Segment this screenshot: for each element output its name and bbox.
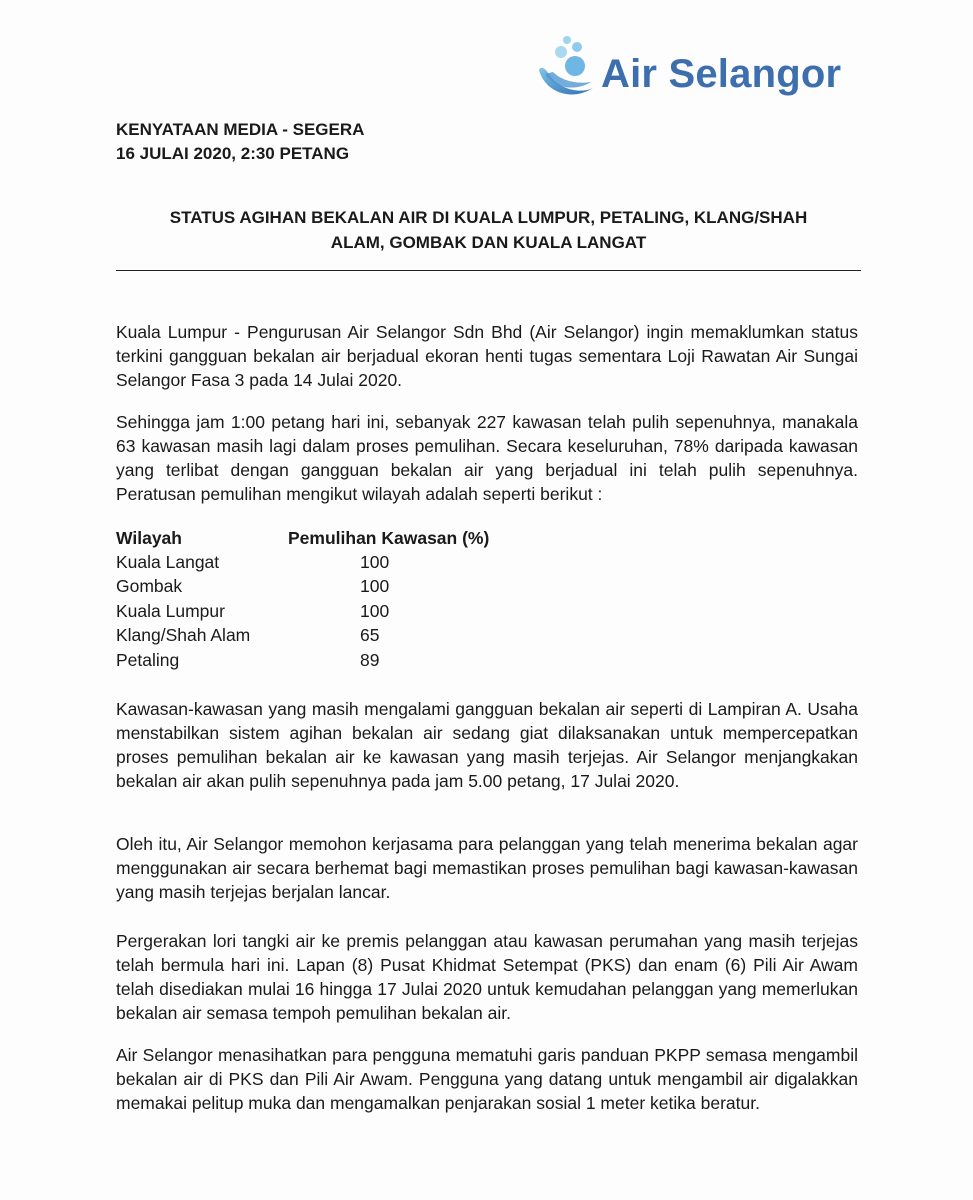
region-name: Petaling [116,649,180,670]
paragraph-water-tankers: Pergerakan lori tangki air ke premis pelanggan atau kawasan perumahan yang masih terjejas telah bermula hari ini. Lapan (8) Pusat Khidmat Setempat (PKS) dan enam (6) Pili Air Awam telah disediakan mulai 16 hingga 17 Julai 2020 untuk kemudahan pelanggan yang memerlukan bekalan air semasa tempoh pemulihan bekalan air. [116,931,858,1023]
table-row [116,648,548,672]
table-row [116,575,548,599]
media-statement-date: 16 JULAI 2020, 2:30 PETANG [116,144,350,163]
paragraph-status: Sehingga jam 1:00 petang hari ini, sebanyak 227 kawasan telah pulih sepenuhnya, manakala 63 kawasan masih lagi dalam proses pemulihan. Secara keseluruhan, 78% daripada kawasan yang terlibat dengan gangguan bekalan air yang berjadual ini telah pulih sepenuhnya. Peratusan pemulihan mengikut wilayah adalah seperti berikut : [116,412,858,504]
table-row [116,624,548,648]
title-divider [116,270,861,271]
title-line-1: STATUS AGIHAN BEKALAN AIR DI KUALA LUMPUR, PETALING, KLANG/SHAH [169,208,808,227]
media-statement-header [116,118,364,166]
paragraph-pkpp-advice: Air Selangor menasihatkan para pengguna mematuhi garis panduan PKPP semasa mengambil bekalan air di PKS dan Pili Air Awam. Pengguna yang datang untuk mengambil air digalakkan memakai pelitup muka dan mengamalkan penjarakan sosial 1 meter ketika beratur. [116,1045,858,1113]
header-recovery-pct: Pemulihan Kawasan (%) [288,527,490,548]
recovery-pct: 65 [360,625,380,646]
region-name: Klang/Shah Alam [116,625,251,646]
region-name: Kuala Lumpur [116,600,225,621]
recovery-pct: 89 [360,649,380,670]
air-selangor-logo [535,30,855,110]
water-drop-logo-icon [535,30,605,110]
title-line-2: ALAM, GOMBAK DAN KUALA LANGAT [330,233,647,252]
table-row [116,599,548,623]
table-header-row [116,526,548,550]
paragraph-intro: Kuala Lumpur - Pengurusan Air Selangor Sdn Bhd (Air Selangor) ingin memaklumkan status terkini gangguan bekalan air berjadual ekoran henti tugas sementara Loji Rawatan Air Sungai Selangor Fasa 3 pada 14 Julai 2020. [116,322,858,390]
recovery-pct: 100 [360,576,390,597]
recovery-pct: 100 [360,600,390,621]
recovery-table [116,526,548,672]
logo-text: Air Selangor [601,52,842,96]
table-row [116,550,548,574]
paragraph-cooperation: Oleh itu, Air Selangor memohon kerjasama para pelanggan yang telah menerima bekalan agar menggunakan air secara berhemat bagi memastikan proses pemulihan bagi kawasan-kawasan yang masih terjejas berjalan lancar. [116,834,858,902]
region-name: Kuala Langat [116,552,220,573]
region-name: Gombak [116,576,183,597]
document-title [116,205,861,255]
paragraph-affected-areas: Kawasan-kawasan yang masih mengalami gangguan bekalan air seperti di Lampiran A. Usaha menstabilkan sistem agihan bekalan air sedang giat dilaksanakan untuk mempercepatkan proses pemulihan bekalan air ke kawasan yang masih terjejas. Air Selangor menjangkakan bekalan air akan pulih sepenuhnya pada jam 5.00 petang, 17 Julai 2020. [116,699,858,791]
media-statement-label: KENYATAAN MEDIA - SEGERA [116,120,365,139]
recovery-pct: 100 [360,552,390,573]
header-region: Wilayah [116,527,182,548]
